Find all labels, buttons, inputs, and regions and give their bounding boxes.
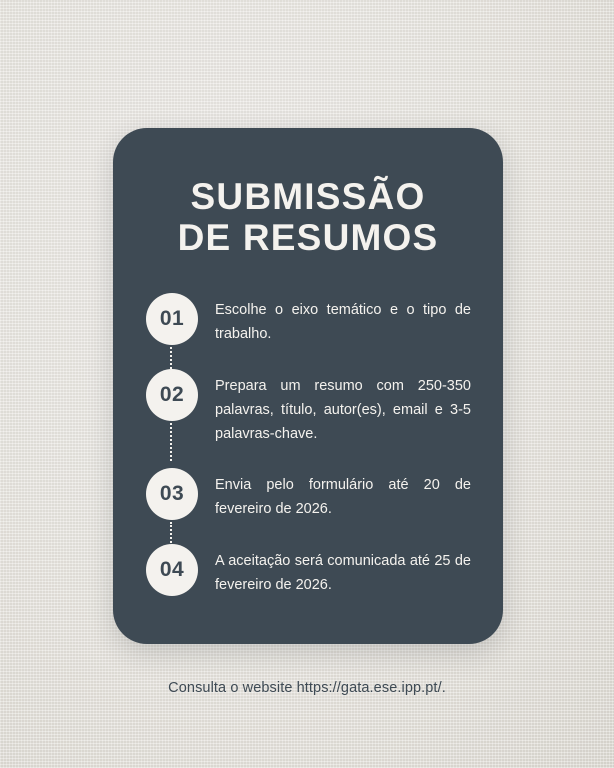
page-title bbox=[143, 176, 473, 259]
step-badge-wrap bbox=[143, 544, 201, 596]
step-description: Escolhe o eixo temático e o tipo de trabalho. bbox=[215, 301, 471, 342]
step-badge-wrap bbox=[143, 468, 201, 520]
website-note: Consulta o website https://gata.ese.ipp.pt/. bbox=[168, 680, 446, 696]
step-badge-wrap bbox=[143, 293, 201, 345]
submission-card bbox=[113, 128, 503, 644]
step-number-badge: 01 bbox=[146, 293, 198, 345]
step-number-badge: 03 bbox=[146, 468, 198, 520]
step-description: A aceitação será comunicada até 25 de fevereiro de 2026. bbox=[215, 553, 471, 594]
step-number-badge: 04 bbox=[146, 544, 198, 596]
step-connector-dotted bbox=[170, 423, 174, 461]
step-description: Envia pelo formulário até 20 de fevereiro de 2026. bbox=[215, 477, 471, 518]
step-item bbox=[143, 293, 473, 347]
step-item bbox=[143, 468, 473, 522]
steps-list bbox=[143, 293, 473, 598]
page-title-line-1: SUBMISSÃO bbox=[190, 176, 426, 217]
step-item bbox=[143, 544, 473, 598]
step-item bbox=[143, 369, 473, 447]
page-title-line-2: DE RESUMOS bbox=[177, 217, 439, 259]
step-badge-wrap bbox=[143, 369, 201, 421]
step-number-badge: 02 bbox=[146, 369, 198, 421]
step-description: Prepara um resumo com 250-350 palavras, título, autor(es), email e 3-5 palavras-chave. bbox=[215, 377, 471, 442]
